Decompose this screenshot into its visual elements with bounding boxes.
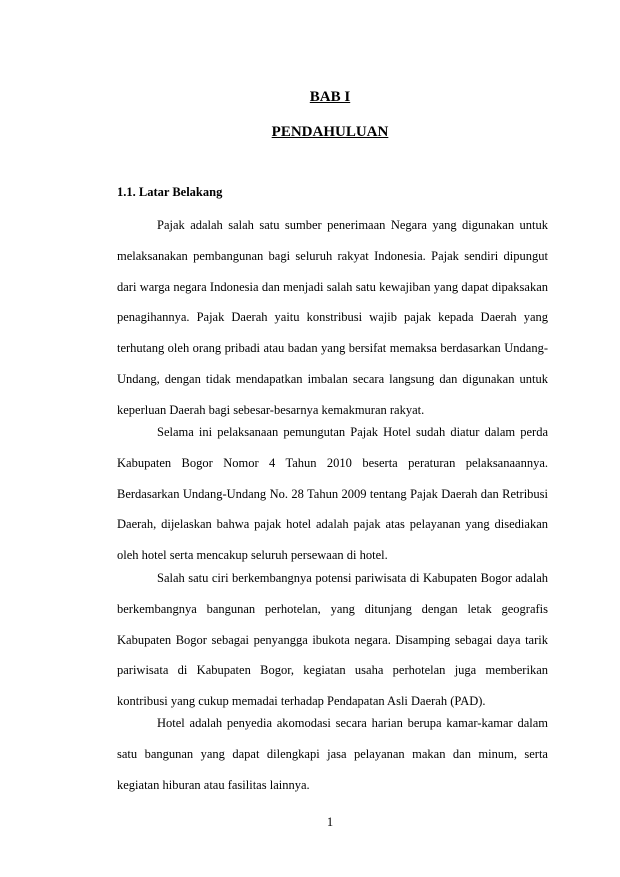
paragraph-1: Pajak adalah salah satu sumber penerimaan Negara yang digunakan untuk melaksanakan pembangunan bagi seluruh rakyat Indonesia. Pajak sendiri dipungut dari warga negara Indonesia dan menjadi salah satu kewajiban yang dapat dipaksakan penagihannya. Pajak Daerah yaitu konstribusi wajib pajak kepada Daerah yang terhutang oleh orang pribadi atau badan yang bersifat memaksa berdasarkan Undang-Undang, dengan tidak mendapatkan imbalan secara langsung dan digunakan untuk keperluan Daerah bagi sebesar-besarnya kemakmuran rakyat. <box>117 218 548 417</box>
paragraph-4: Hotel adalah penyedia akomodasi secara harian berupa kamar-kamar dalam satu bangunan yang dapat dilengkapi jasa pelayanan makan dan minum, serta kegiatan hiburan atau fasilitas lainnya. <box>117 716 548 792</box>
paragraph-2: Selama ini pelaksanaan pemungutan Pajak Hotel sudah diatur dalam perda Kabupaten Bogor Nomor 4 Tahun 2010 beserta peraturan pelaksanaannya. Berdasarkan Undang-Undang No. 28 Tahun 2009 tentang Pajak Daerah dan Retribusi Daerah, dijelaskan bahwa pajak hotel adalah pajak atas pelayanan yang disediakan oleh hotel serta mencakup seluruh persewaan di hotel. <box>117 425 548 563</box>
chapter-number: BAB I <box>309 89 351 105</box>
paragraph-3: Salah satu ciri berkembangnya potensi pariwisata di Kabupaten Bogor adalah berkembangnya bangunan perhotelan, yang ditunjang dengan letak geografis Kabupaten Bogor sebagai penyangga ibukota negara. Disamping sebagai daya tarik pariwisata di Kabupaten Bogor, kegiatan usaha perhotelan juga memberikan kontribusi yang cukup memadai terhadap Pendapatan Asli Daerah (PAD). <box>117 571 548 709</box>
section-heading: 1.1. Latar Belakang <box>117 185 223 199</box>
page-number: 1 <box>326 815 334 829</box>
chapter-title: PENDAHULUAN <box>271 124 389 140</box>
